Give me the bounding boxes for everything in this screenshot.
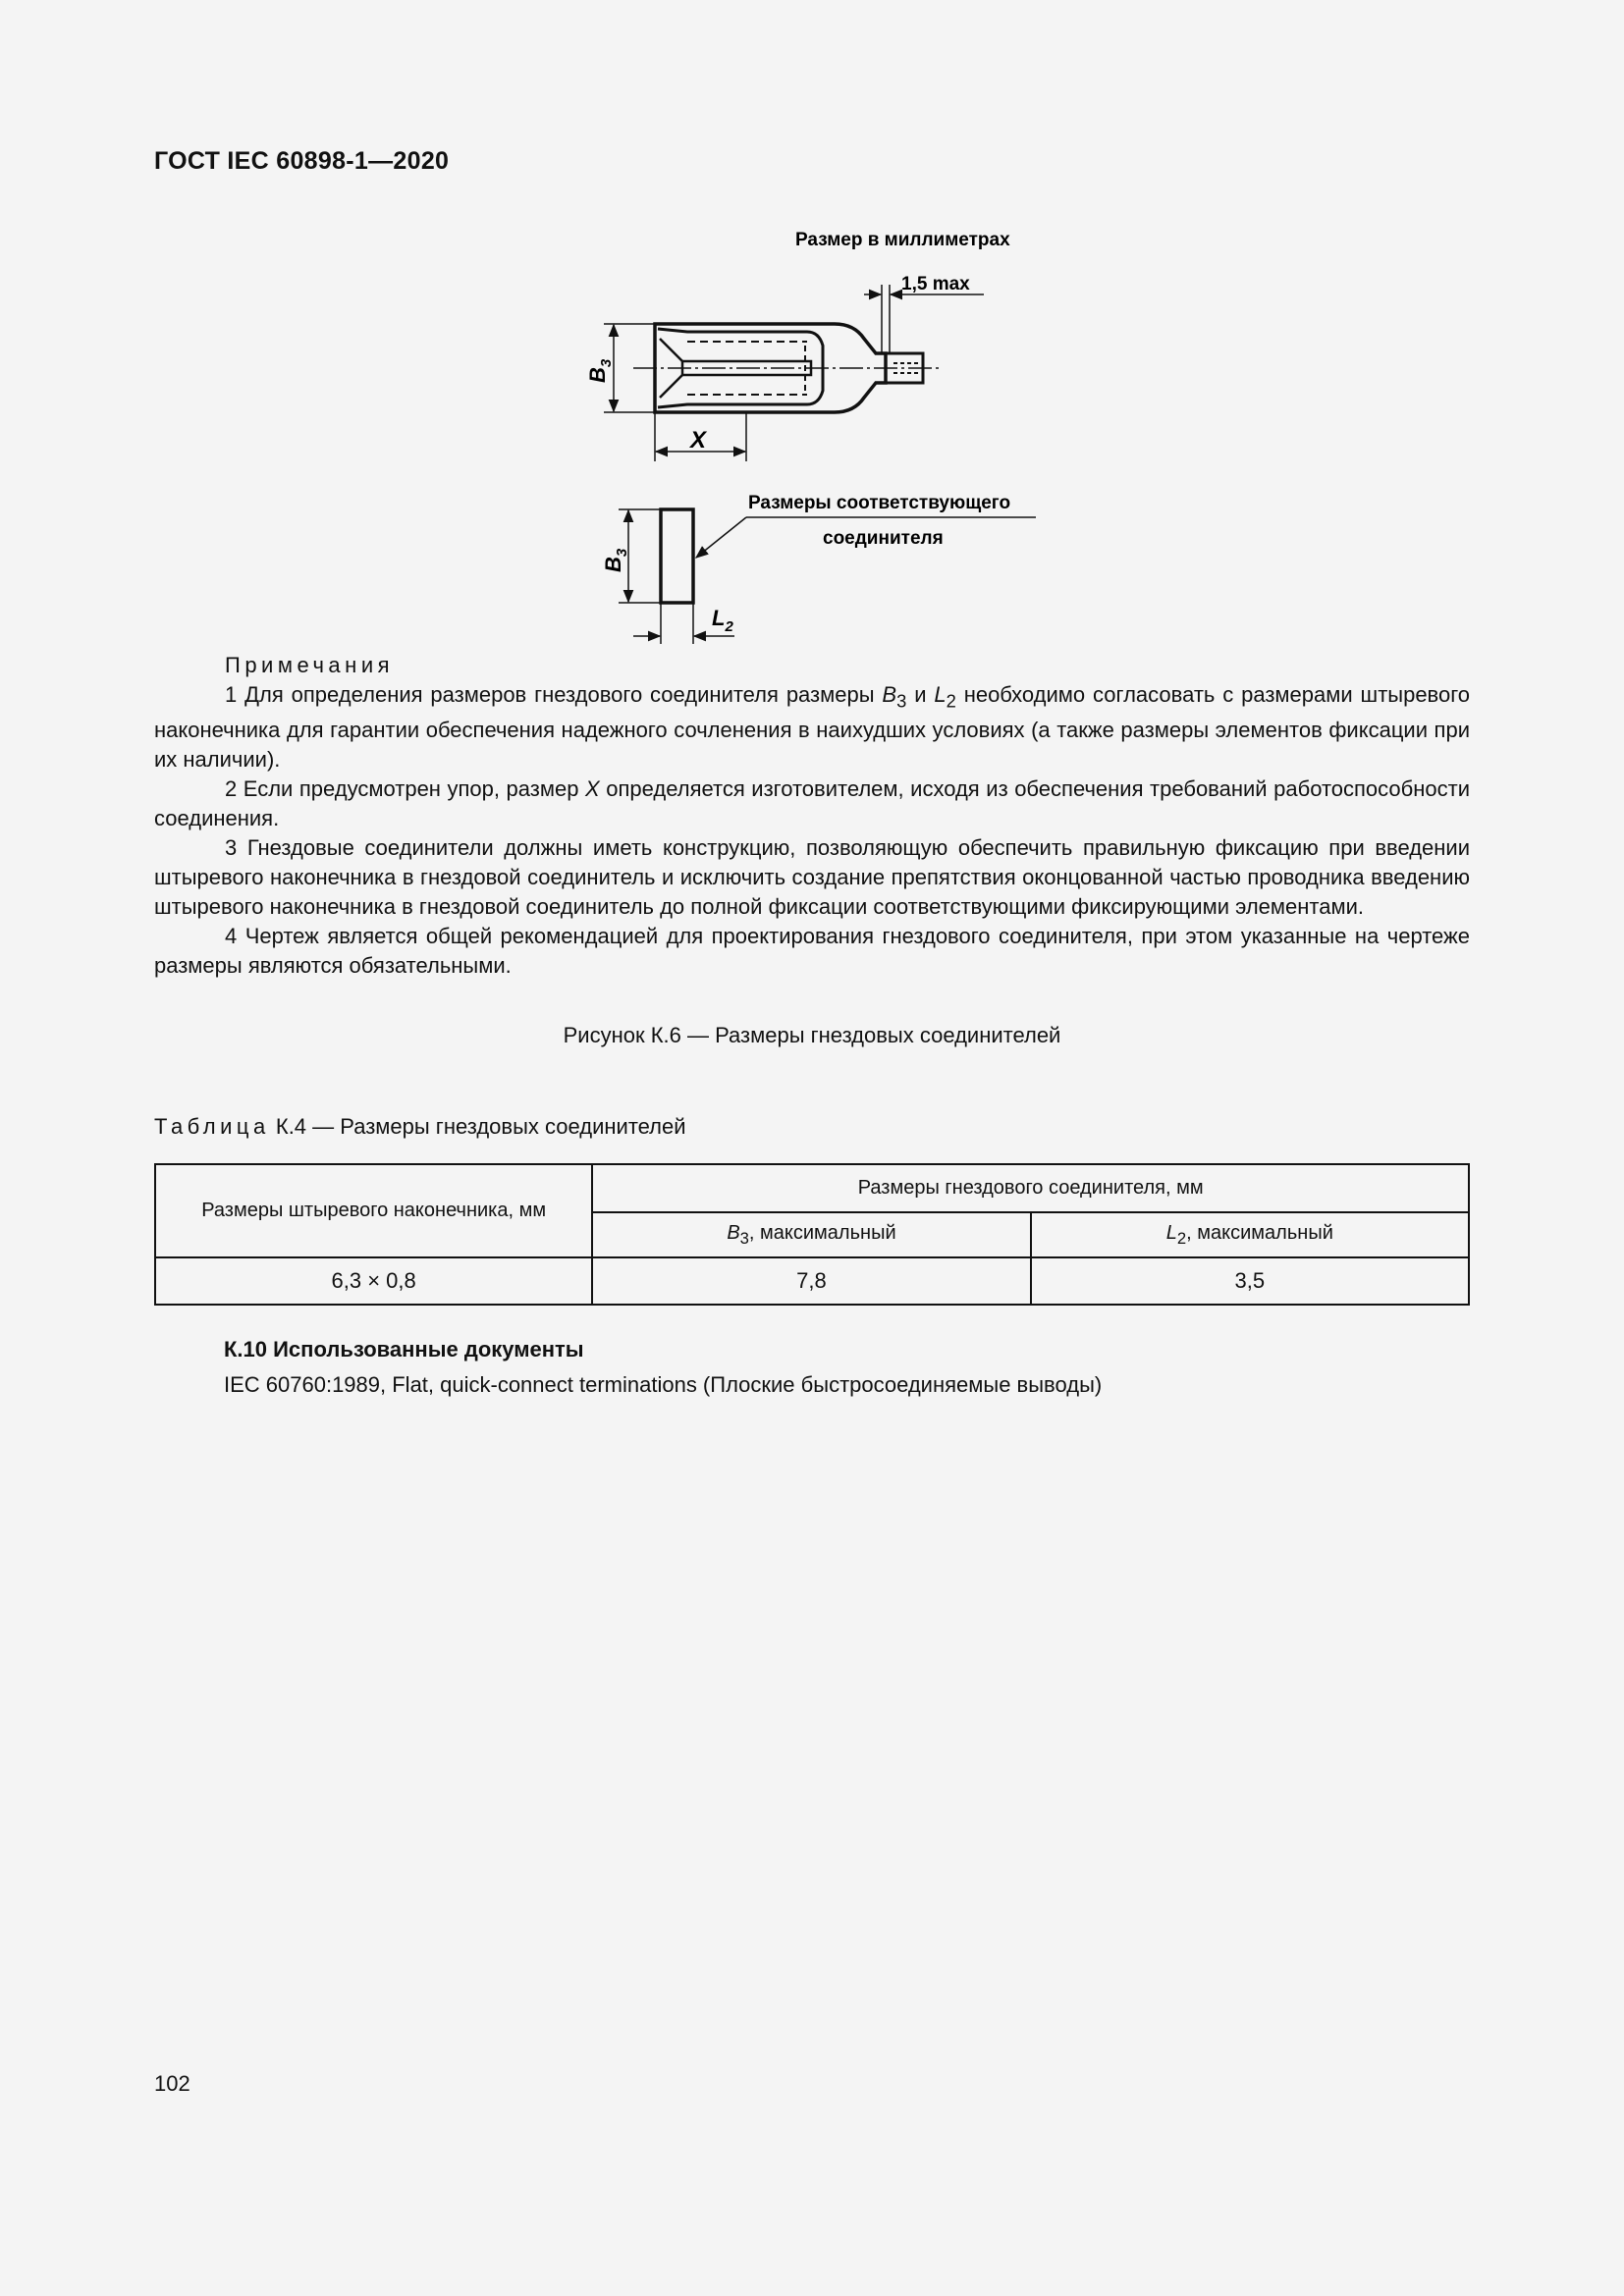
callout-line-2: соединителя xyxy=(823,528,944,549)
table-caption: Таблица К.4 — Размеры гнездовых соединителей xyxy=(154,1114,686,1139)
cell-tab-size: 6,3 × 0,8 xyxy=(155,1257,592,1305)
cross-section xyxy=(661,509,693,603)
note-3: 3 Гнездовые соединители должны иметь конструкцию, позволяющую обеспечить правильную фиксацию при введении штыревого наконечника в гнездовой соединитель и исключить создание препятствия оконцованной частью проводника введению штыревого наконечника в гнездовой соединитель до полной фиксации соответствующими фиксирующими элементами. xyxy=(154,835,1470,920)
cell-l2: 3,5 xyxy=(1031,1257,1469,1305)
label-l2: $L_2$ xyxy=(712,606,733,635)
dimension-1-5-max xyxy=(864,285,984,353)
header-tab-size: Размеры штыревого наконечника, мм xyxy=(155,1164,592,1257)
connector-drawing xyxy=(0,0,1624,687)
units-note: Размер в миллиметрах xyxy=(795,230,1010,250)
header-receptacle-group: Размеры гнездового соединителя, мм xyxy=(592,1164,1469,1212)
page-number: 102 xyxy=(154,2071,190,2096)
document-header: ГОСТ IEC 60898-1—2020 xyxy=(154,147,450,175)
note-2: 2 Если предусмотрен упор, размер X определяется изготовителем, исходя из обеспечения требований работоспособности соединения. xyxy=(154,776,1470,831)
callout-line-1: Размеры соответствующего xyxy=(748,493,1011,513)
dimensions-table xyxy=(154,1163,1470,1306)
reference-entry: IEC 60760:1989, Flat, quick-connect terminations (Плоские быстросоединяемые выводы) xyxy=(224,1372,1103,1397)
note-4: 4 Чертеж является общей рекомендацией для проектирования гнездового соединителя, при этом указанные на чертеже размеры являются обязательными. xyxy=(154,924,1470,979)
label-b3-top: $B_3$ xyxy=(585,358,615,383)
figure-caption: Рисунок К.6 — Размеры гнездовых соединителей xyxy=(563,1023,1061,1047)
notes-block xyxy=(154,651,1470,981)
section-title: К.10 Использованные документы xyxy=(224,1337,584,1362)
cell-b3: 7,8 xyxy=(592,1257,1030,1305)
header-l2: $L_2$, максимальный xyxy=(1031,1212,1469,1257)
header-b3: $B_3$, максимальный xyxy=(592,1212,1030,1257)
note-1: 1 Для определения размеров гнездового соединителя размеры $B_3$ и $L_2$ необходимо согласовать с размерами штыревого наконечника для гарантии обеспечения надежного сочленения в наихудших условиях (а также размеры элементов фиксации при их наличии). xyxy=(154,682,1471,773)
notes-title: Примечания xyxy=(225,653,395,677)
table-row xyxy=(155,1257,1469,1305)
label-x: X xyxy=(690,427,707,454)
label-1-5-max: 1,5 max xyxy=(901,274,970,294)
label-b3-bottom: $B_3$ xyxy=(601,548,630,572)
